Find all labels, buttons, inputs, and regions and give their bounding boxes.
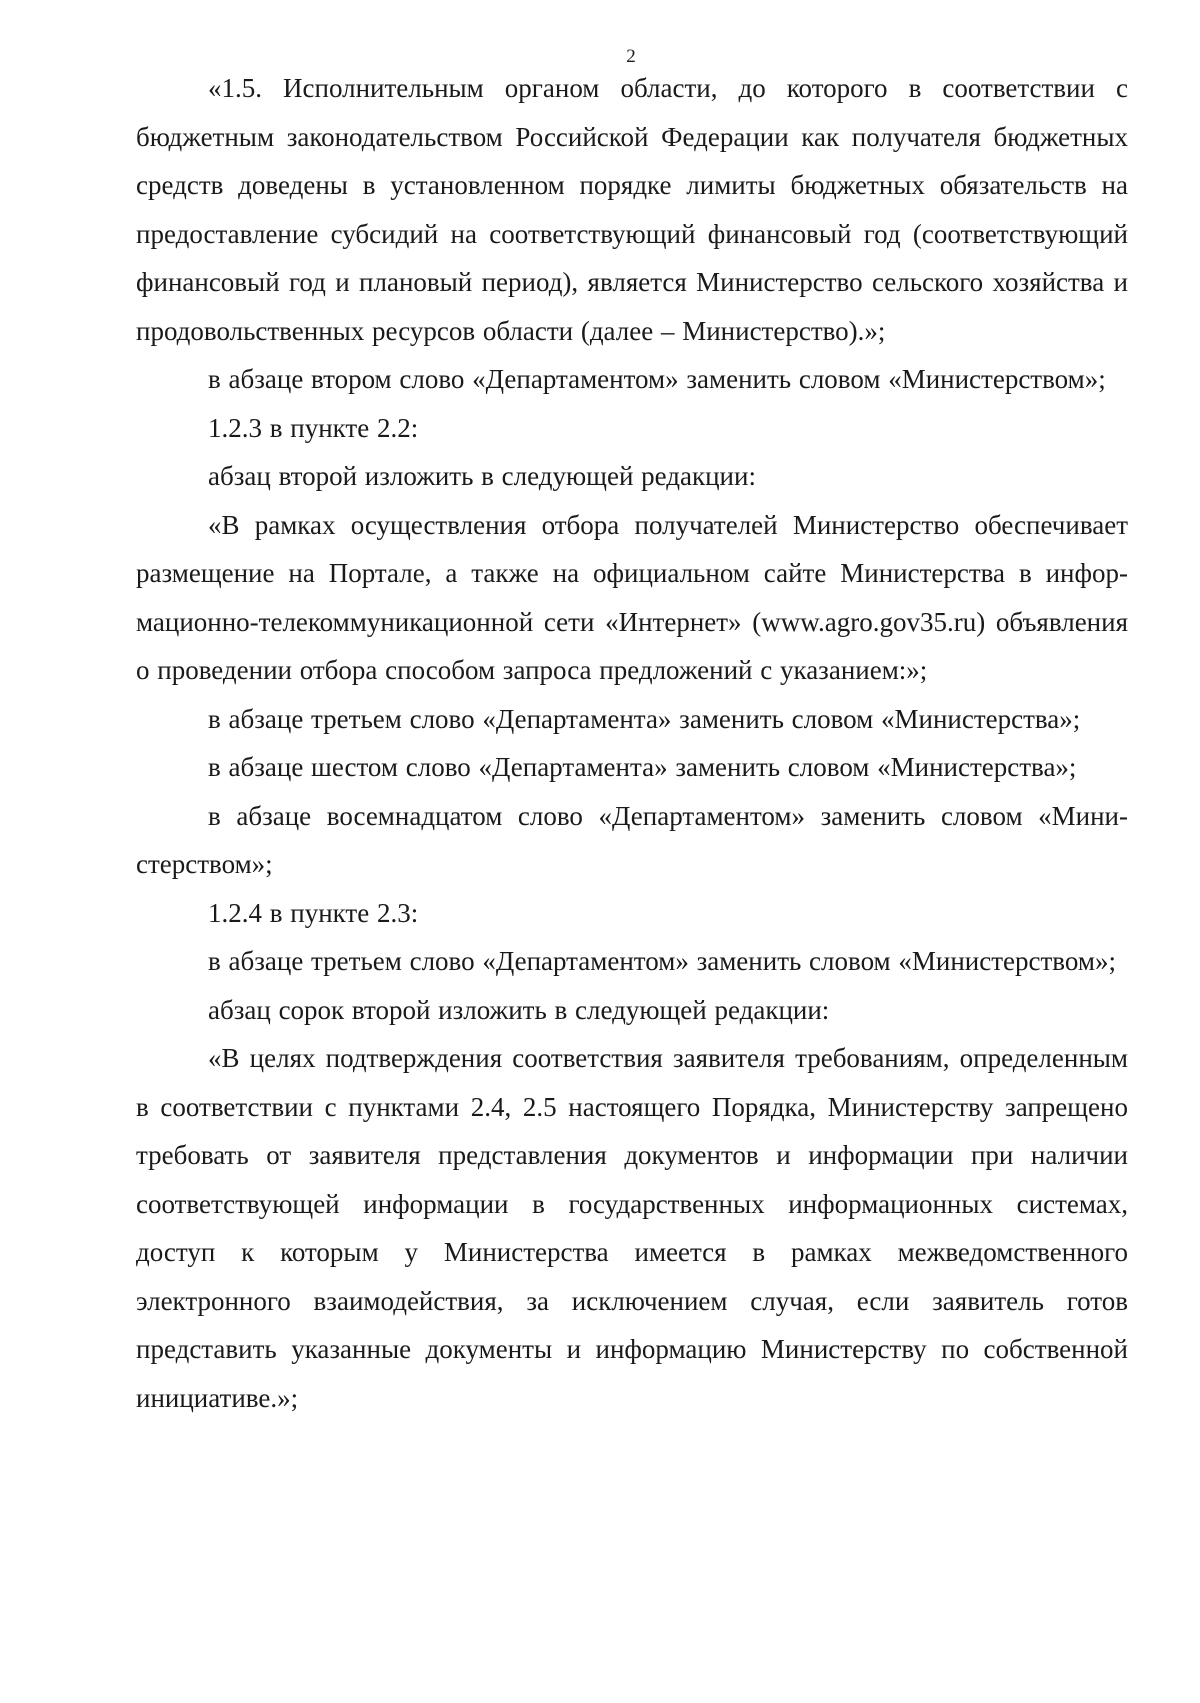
paragraph-amendment-third-clause-2-3: в абзаце третьем слово «Департаментом» заменить словом «Министерством»; — [208, 946, 1116, 976]
paragraph-amendment-second-clause: в абзаце втором слово «Департаментом» заменить словом «Министерством»; — [208, 364, 1106, 394]
paragraph-item-1-2-3: 1.2.3 в пункте 2.2: — [208, 412, 419, 443]
paragraph-second-clause-restate: абзац второй изложить в следующей редакции: — [208, 461, 756, 491]
page-number: 2 — [626, 46, 636, 67]
paragraph-documents-requirement: «В целях подтверждения соответствия заявителя требованиям, определенным в соответствии с пунктами 2.4, 2.5 настоящего Порядка, Министерству запрещено требовать от заявителя представления документов и информации при наличии соответствующей информации в государственных информационных системах, доступ к которым у Министерства имеется в рамках межведомственного электронного взаимодействия, за исключением случая, если заявитель готов представить указанные документы и информацию Министерству по собственной инициативе.»; — [136, 1043, 1128, 1413]
paragraph-amendment-sixth-clause: в абзаце шестом слово «Департамента» заменить словом «Министерства»; — [208, 752, 1077, 782]
document-body — [136, 64, 1128, 1422]
paragraph-selection-announcement: «В рамках осуществления отбора получателей Министерство обеспечивает размещение на Портале, а также на официальном сайте Министерства в информационно-телекоммуникационной сети «Интернет» (www.agro.gov35.ru) объявления о проведении отбора способом запроса предложений с указанием:»; — [136, 509, 1128, 685]
paragraph-1-5-definition: «1.5. Исполнительным органом области, до которого в соответствии с бюджетным законодательством Российской Федерации как получателя бюджетных средств доведены в установленном порядке лимиты бюджетных обязательств на предоставление субсидий на соответствующий финансовый год (соответствующий финансовый год и плановый период), является Министерство сельского хозяйства и продовольственных ресурсов области (далее – Министерство).»; — [136, 73, 1128, 346]
paragraph-amendment-third-clause: в абзаце третьем слово «Департамента» заменить словом «Министерства»; — [208, 703, 1081, 734]
paragraph-forty-second-clause-restate: абзац сорок второй изложить в следующей редакции: — [208, 994, 830, 1025]
paragraph-amendment-eighteenth-clause: в абзаце восемнадцатом слово «Департаментом» заменить словом «Министерством»; — [136, 800, 1128, 879]
paragraph-item-1-2-4: 1.2.4 в пункте 2.3: — [208, 897, 419, 928]
